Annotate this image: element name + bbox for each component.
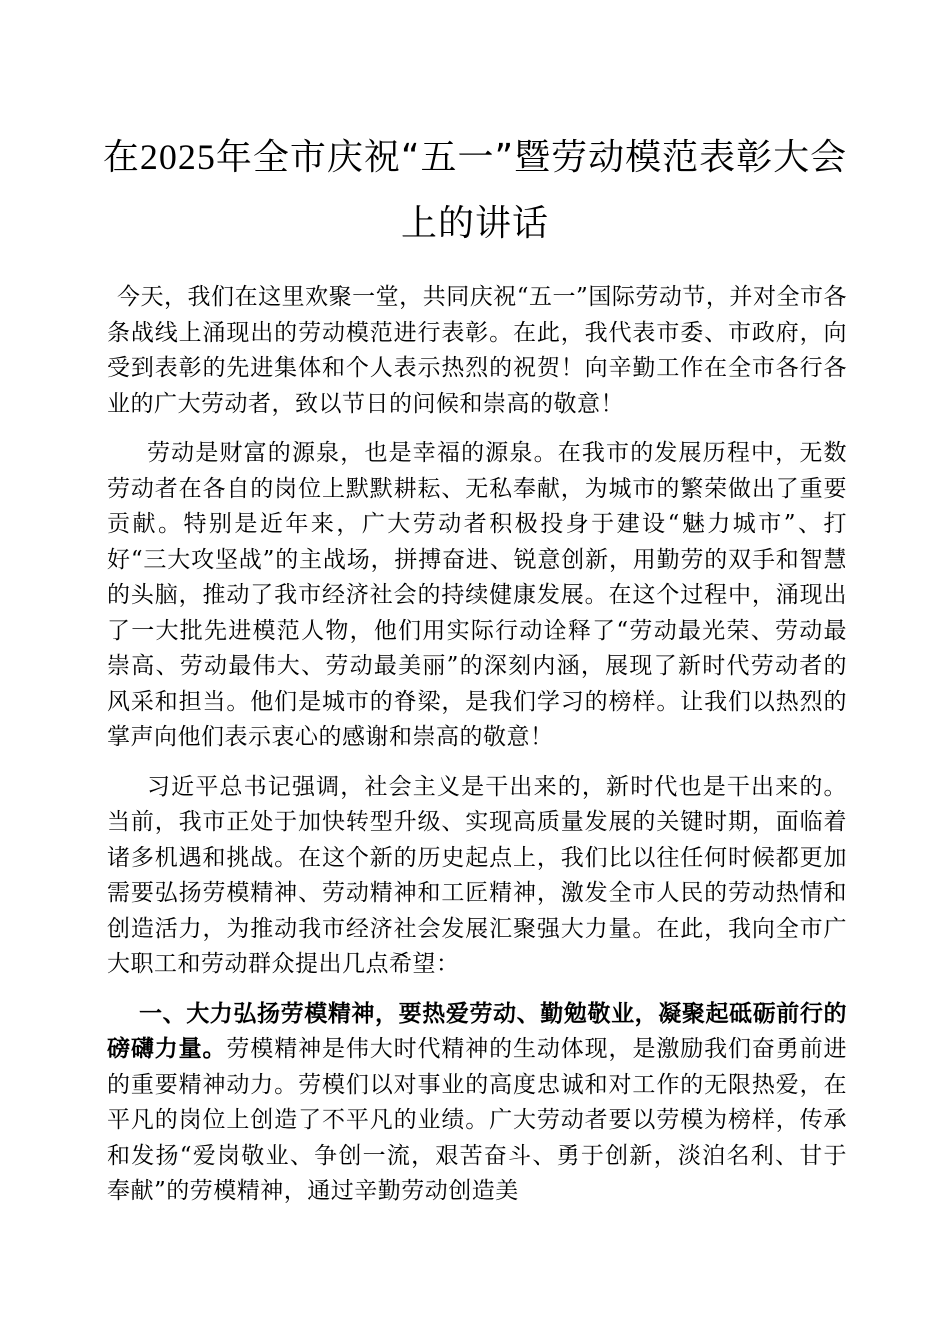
document-body <box>107 280 847 1210</box>
page-title <box>95 124 855 257</box>
paragraph-4-text: 劳模精神是伟大时代精神的生动体现，是激励我们奋勇前进的重要精神动力。劳模们以对事业的高度忠诚和对工作的无限热爱，在平凡的岗位上创造了不平凡的业绩。广大劳动者要以劳模为榜样，传承和发扬“爱岗敬业、争创一流，艰苦奋斗、勇于创新，淡泊名利、甘于奉献”的劳模精神，通过辛勤劳动创造美 <box>107 1036 848 1204</box>
paragraph-2: 劳动是财富的源泉，也是幸福的源泉。在我市的发展历程中，无数劳动者在各自的岗位上默默耕耘、无私奉献，为城市的繁荣做出了重要贡献。特别是近年来，广大劳动者积极投身于建设“魅力城市”、打好“三大攻坚战”的主战场，拼搏奋进、锐意创新，用勤劳的双手和智慧的头脑，推动了我市经济社会的持续健康发展。在这个过程中，涌现出了一大批先进模范人物，他们用实际行动诠释了“劳动最光荣、劳动最崇高、劳动最伟大、劳动最美丽”的深刻内涵，展现了新时代劳动者的风采和担当。他们是城市的脊梁，是我们学习的榜样。让我们以热烈的掌声向他们表示衷心的感谢和崇高的敬意！ <box>107 440 847 750</box>
title-rest: 年全市庆祝“五一”暨劳动模范表彰大会上的讲话 <box>215 137 848 244</box>
section-heading-1: 一、大力弘扬劳模精神，要热爱劳动、勤勉敬业，凝聚起砥砺前行的磅礴力量。 <box>107 1000 847 1062</box>
title-prefix: 在 <box>102 137 140 178</box>
title-year: 2025 <box>139 137 216 177</box>
paragraph-1: 今天，我们在这里欢聚一堂，共同庆祝“五一”国际劳动节，并对全市各条战线上涌现出的劳动模范进行表彰。在此，我代表市委、市政府，向受到表彰的先进集体和个人表示热烈的祝贺！向辛勤工作在全市各行各业的广大劳动者，致以节日的问候和崇高的敬意！ <box>107 284 847 417</box>
paragraph-4 <box>107 997 847 1210</box>
paragraph-3: 习近平总书记强调，社会主义是干出来的，新时代也是干出来的。当前，我市正处于加快转型升级、实现高质量发展的关键时期，面临着诸多机遇和挑战。在这个新的历史起点上，我们比以往任何时候都更加需要弘扬劳模精神、劳动精神和工匠精神，激发全市人民的劳动热情和创造活力，为推动我市经济社会发展汇聚强大力量。在此，我向全市广大职工和劳动群众提出几点希望： <box>107 773 847 977</box>
